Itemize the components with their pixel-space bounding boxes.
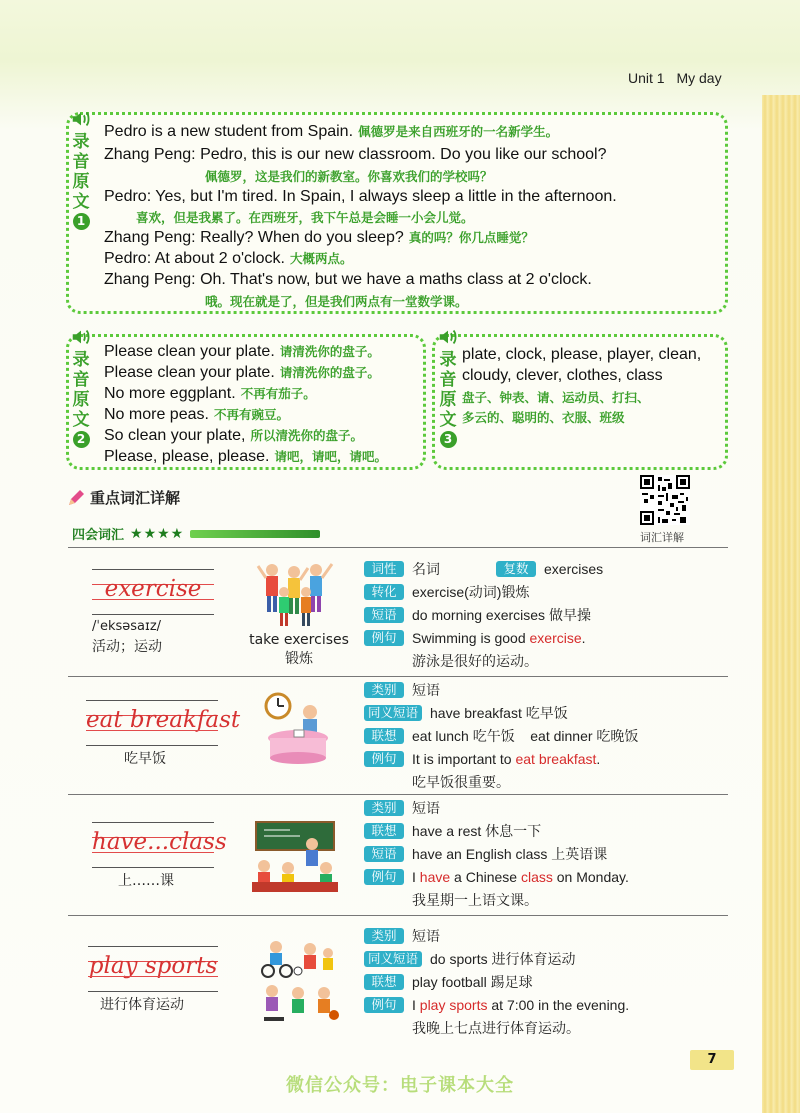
tag-char: 音 (439, 370, 457, 390)
sports-illustration (258, 935, 342, 1025)
vocab-word: exercise (104, 576, 202, 602)
dialog-translation: 喜欢，但是我累了。在西班牙，我下午总是会睡一小会儿觉。 (136, 210, 474, 225)
classroom-illustration (250, 818, 340, 896)
listening-tag-3 (437, 326, 459, 448)
label-category: 类别 (364, 928, 404, 944)
label-association: 联想 (364, 728, 404, 744)
label-conversion: 转化 (364, 584, 404, 600)
level-bar (190, 530, 320, 538)
handwriting-lines (92, 822, 227, 868)
vocab-details: 词性 名词 复数 exercises 转化 exercise(动词)锻炼 短语 do morning exercises 做早操 例句 Swimming is good exercise. 游泳是很好的运动。 (364, 557, 603, 672)
dialog-translation: 佩德罗，这是我们的新教室。你喜欢我们的学校吗？ (205, 169, 493, 184)
tag-char: 原 (439, 390, 457, 410)
label-part-of-speech: 词性 (364, 561, 404, 577)
tag-char: 文 (72, 192, 90, 212)
tag-char: 文 (72, 410, 90, 430)
speaker-icon (70, 326, 92, 348)
example-translation: 游泳是很好的运动。 (412, 653, 538, 670)
dialog-line: Zhang Peng: Oh. That's now, but we have a maths class at 2 o'clock. (104, 271, 592, 288)
example-translation: 吃早饭很重要。 (412, 774, 510, 791)
chant-line: Please clean your plate. 请清洗你的盘子。 (104, 343, 380, 360)
row-divider (68, 676, 728, 677)
phonetic: /ˈeksəsaɪz/ (92, 619, 162, 634)
speaker-icon (437, 326, 459, 348)
vocab-details: 类别 短语 同义短语 do sports 进行体育运动 联想 play football 踢足球 例句 I play sports at 7:00 in the evening. 我晚上七点进行体育运动。 (364, 924, 629, 1039)
label-category: 类别 (364, 800, 404, 816)
word-meaning: 进行体育运动 (100, 997, 184, 1013)
unit-label: Unit 1 (628, 70, 665, 86)
tag-number: 2 (73, 431, 90, 448)
listening-tag-1 (70, 108, 92, 230)
tag-char: 音 (72, 152, 90, 172)
word-meaning: 上……课 (118, 873, 174, 889)
word-list-en: cloudy, clever, clothes, class (462, 367, 663, 384)
label-example: 例句 (364, 630, 404, 646)
word-list-cn: 盘子、钟表、请、运动员、打扫、 (462, 390, 650, 405)
page-edge-stack (762, 95, 800, 1113)
chant-line: No more eggplant. 不再有茄子。 (104, 385, 316, 402)
word-list-cn: 多云的、聪明的、衣服、班级 (462, 410, 625, 425)
label-category: 类别 (364, 682, 404, 698)
vocab-word-block (86, 700, 241, 768)
label-synonym-phrase: 同义短语 (364, 951, 422, 967)
chant-line: No more peas. 不再有豌豆。 (104, 406, 290, 423)
handwriting-lines (86, 700, 241, 746)
tag-char: 文 (439, 410, 457, 430)
tag-char: 录 (72, 132, 90, 152)
chant-line: Please clean your plate. 请清洗你的盘子。 (104, 364, 380, 381)
dialog-line: Zhang Peng: Really? When do you sleep? 真的吗？你几点睡觉？ (104, 229, 534, 246)
label-synonym-phrase: 同义短语 (364, 705, 422, 721)
level-label: 四会词汇 (72, 528, 125, 543)
illustration-caption: take exercises 锻炼 (249, 632, 349, 667)
breakfast-illustration (264, 690, 330, 770)
label-association: 联想 (364, 974, 404, 990)
vocab-word: have...class (92, 829, 227, 855)
footer-watermark: 微信公众号：电子课本大全 (286, 1075, 514, 1096)
dialog-translation: 哦。现在就是了，但是我们两点有一堂数学课。 (205, 294, 468, 309)
page-number: 7 (690, 1050, 734, 1070)
row-divider (68, 915, 728, 916)
label-phrase: 短语 (364, 846, 404, 862)
row-divider (68, 794, 728, 795)
exercise-illustration (256, 558, 336, 628)
page-header (628, 70, 730, 86)
vocab-section-title: 重点词汇详解 (66, 487, 180, 508)
label-example: 例句 (364, 751, 404, 767)
label-association: 联想 (364, 823, 404, 839)
chant-line: Please, please, please. 请吧，请吧，请吧。 (104, 448, 388, 465)
label-example: 例句 (364, 869, 404, 885)
vocab-level (72, 524, 320, 543)
word-meaning: 吃早饭 (124, 751, 166, 767)
vocab-word-block (92, 822, 227, 890)
vocab-word-block (92, 569, 214, 656)
word-meaning: 活动；运动 (92, 639, 162, 655)
vocab-details: 类别 短语 联想 have a rest 休息一下 短语 have an English class 上英语课 例句 I have a Chinese class on Monday. 我星期一上语文课。 (364, 796, 629, 911)
tag-char: 原 (72, 390, 90, 410)
label-phrase: 短语 (364, 607, 404, 623)
vocab-word-block (88, 946, 218, 1014)
tag-char: 音 (72, 370, 90, 390)
vocab-details: 类别 短语 同义短语 have breakfast 吃早饭 联想 eat lunch 吃午饭 eat dinner 吃晚饭 例句 It is important to eat breakfast. 吃早饭很重要。 (364, 678, 638, 793)
handwriting-lines (88, 946, 218, 992)
pencil-icon (66, 488, 86, 508)
vocab-word: play sports (88, 953, 218, 979)
row-divider (68, 547, 728, 548)
tag-number: 1 (73, 213, 90, 230)
dialog-line: Zhang Peng: Pedro, this is our new classroom. Do you like our school? (104, 146, 607, 163)
vocab-word: eat breakfast (86, 707, 241, 733)
qr-code-icon[interactable] (640, 475, 690, 525)
listening-tag-2 (70, 326, 92, 448)
word-list-en: plate, clock, please, player, clean, (462, 346, 702, 363)
label-plural: 复数 (496, 561, 536, 577)
tag-number: 3 (440, 431, 457, 448)
star-rating: ★★★★ (130, 525, 185, 542)
qr-caption: 词汇详解 (640, 531, 684, 544)
tag-char: 录 (72, 350, 90, 370)
tag-char: 录 (439, 350, 457, 370)
tag-char: 原 (72, 172, 90, 192)
example-translation: 我晚上七点进行体育运动。 (412, 1020, 580, 1037)
example-translation: 我星期一上语文课。 (412, 892, 538, 909)
dialog-line: Pedro: Yes, but I'm tired. In Spain, I always sleep a little in the afternoon. (104, 188, 617, 205)
unit-title: My day (676, 70, 722, 86)
dialog-line: Pedro: At about 2 o'clock. 大概两点。 (104, 250, 353, 267)
handwriting-lines (92, 569, 214, 615)
dialog-line: Pedro is a new student from Spain. 佩德罗是来自西班牙的一名新学生。 (104, 123, 559, 140)
speaker-icon (70, 108, 92, 130)
label-example: 例句 (364, 997, 404, 1013)
chant-line: So clean your plate, 所以清洗你的盘子。 (104, 427, 364, 444)
